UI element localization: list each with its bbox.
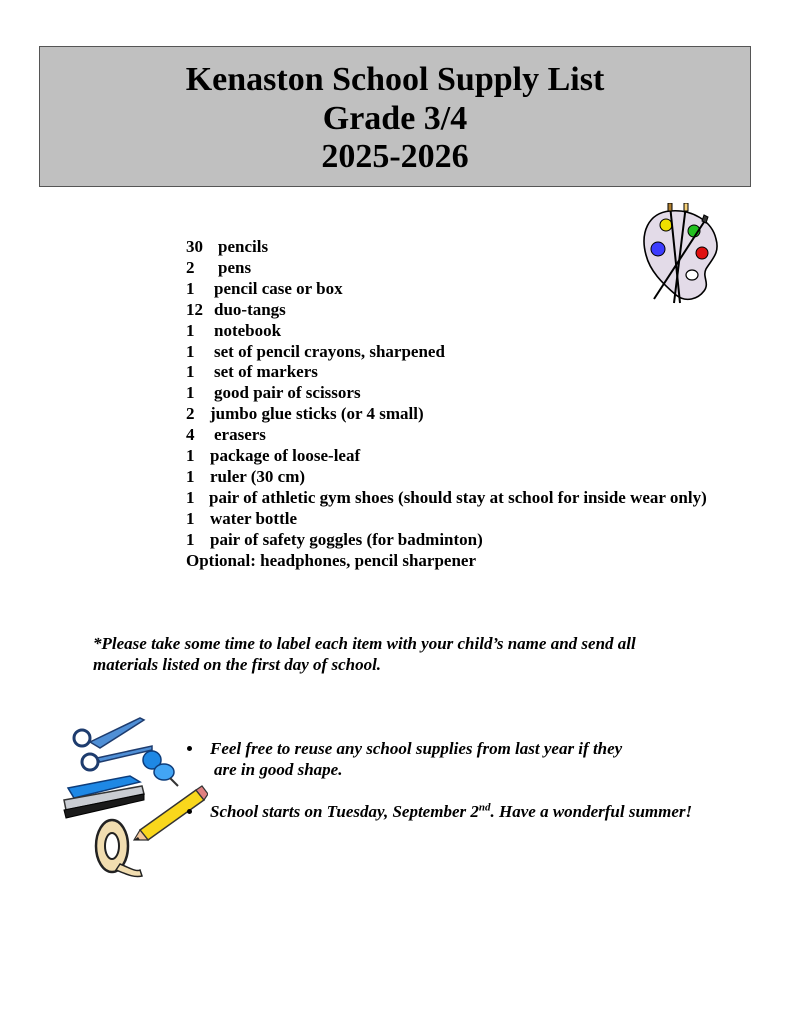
bullet-icon <box>187 746 192 751</box>
school-year: 2025-2026 <box>321 138 469 175</box>
list-item <box>186 488 707 509</box>
item-name: set of pencil crayons, sharpened <box>214 341 445 361</box>
labeling-note <box>93 633 733 675</box>
list-item <box>186 738 766 780</box>
optional-items: Optional: headphones, pencil sharpener <box>186 550 476 570</box>
page-title: Kenaston School Supply List <box>185 61 605 98</box>
ordinal-suffix: nd <box>478 801 491 814</box>
reminder-text-continued: are in good shape. <box>214 760 343 779</box>
item-quantity: 1 <box>186 362 195 382</box>
item-quantity: 1 <box>186 341 195 361</box>
list-item <box>186 383 707 404</box>
list-item <box>186 258 707 279</box>
item-quantity: 1 <box>186 487 195 507</box>
item-quantity: 1 <box>186 446 195 466</box>
item-quantity: 2 <box>186 404 195 424</box>
item-name: water bottle <box>210 508 298 528</box>
item-name: pencils <box>218 237 269 256</box>
note-line: materials listed on the first day of school. <box>93 655 382 674</box>
item-name: ruler (30 cm) <box>210 466 306 486</box>
item-quantity: 1 <box>186 278 195 298</box>
note-line: *Please take some time to label each item with your child’s name and send all <box>93 634 636 653</box>
item-name: duo-tangs <box>214 299 286 319</box>
item-quantity: 4 <box>186 425 195 445</box>
item-quantity: 1 <box>186 508 195 528</box>
supply-list <box>186 237 707 572</box>
reminder-text: School starts on Tuesday, September 2 <box>210 802 479 821</box>
item-name: package of loose-leaf <box>210 446 361 466</box>
list-item <box>186 404 707 425</box>
reminder-text-end: . Have a wonderful summer! <box>490 802 693 821</box>
item-name: pens <box>218 257 252 277</box>
item-quantity: 1 <box>186 529 195 549</box>
list-item <box>186 362 707 383</box>
list-item <box>186 300 707 321</box>
item-name: pencil case or box <box>214 278 343 298</box>
item-name: pair of athletic gym shoes (should stay at school for inside wear only) <box>209 487 707 507</box>
list-item <box>186 279 707 300</box>
list-item <box>186 446 707 467</box>
reminder-list <box>186 738 766 822</box>
item-name: set of markers <box>214 362 318 382</box>
item-name: good pair of scissors <box>214 383 361 403</box>
list-item <box>186 530 707 551</box>
item-name: notebook <box>214 320 282 340</box>
list-item <box>186 237 707 258</box>
item-name: pair of safety goggles (for badminton) <box>210 529 483 549</box>
item-quantity: 30 <box>186 237 203 256</box>
item-quantity: 2 <box>186 257 195 277</box>
list-item <box>186 342 707 363</box>
title-banner <box>39 46 751 187</box>
list-item <box>186 509 707 530</box>
bullet-icon <box>187 809 192 814</box>
list-item <box>186 801 766 822</box>
item-quantity: 1 <box>186 320 195 340</box>
item-name: jumbo glue sticks (or 4 small) <box>210 404 424 424</box>
list-item <box>186 425 707 446</box>
item-name: erasers <box>214 425 266 445</box>
list-item <box>186 467 707 488</box>
item-quantity: 1 <box>186 383 195 403</box>
list-item <box>186 321 707 342</box>
reminder-text: Feel free to reuse any school supplies from last year if they <box>210 739 623 758</box>
item-quantity: 12 <box>186 299 203 319</box>
grade-label: Grade 3/4 <box>322 99 468 137</box>
item-quantity: 1 <box>186 466 195 486</box>
